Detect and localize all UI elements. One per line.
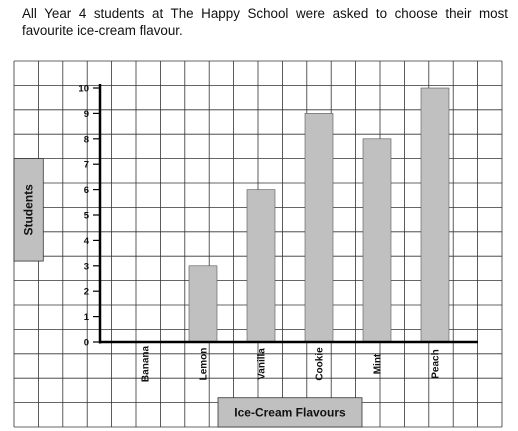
y-tick-label: 9 xyxy=(83,108,89,120)
x-tick-label-banana: Banana xyxy=(140,345,152,383)
y-tick-label: 1 xyxy=(83,312,89,324)
y-axis-title: Students xyxy=(21,184,36,236)
y-tick-labels xyxy=(78,84,100,349)
bar-lemon xyxy=(189,266,217,342)
x-tick-label-cookie: Cookie xyxy=(314,347,326,381)
y-tick-label: 4 xyxy=(83,235,89,247)
y-tick-label: 2 xyxy=(83,286,89,298)
bar-mint xyxy=(363,139,391,342)
bar-cookie xyxy=(305,113,333,342)
y-tick-label: 0 xyxy=(83,337,89,349)
x-tick-label-peach: Peach xyxy=(430,349,442,379)
y-tick-label: 6 xyxy=(83,185,89,197)
y-tick-label: 5 xyxy=(83,210,89,222)
question-line-1: All Year 4 students at The Happy School were asked to choose their most xyxy=(22,6,508,21)
bar-peach xyxy=(421,88,449,342)
question-line-2: favourite ice-cream flavour. xyxy=(22,23,183,38)
x-tick-label-lemon: Lemon xyxy=(198,347,210,381)
y-tick-label: 7 xyxy=(83,159,89,171)
bar-vanilla xyxy=(247,190,275,342)
x-tick-labels xyxy=(141,346,442,383)
x-tick-label-vanilla: Vanilla xyxy=(256,348,268,380)
x-tick-label-mint: Mint xyxy=(372,353,384,375)
y-tick-label: 8 xyxy=(83,134,89,146)
y-tick-label: 3 xyxy=(83,261,89,273)
bars xyxy=(189,88,449,342)
y-tick-label: 10 xyxy=(78,83,89,95)
x-axis-title: Ice-Cream Flavours xyxy=(234,405,346,420)
